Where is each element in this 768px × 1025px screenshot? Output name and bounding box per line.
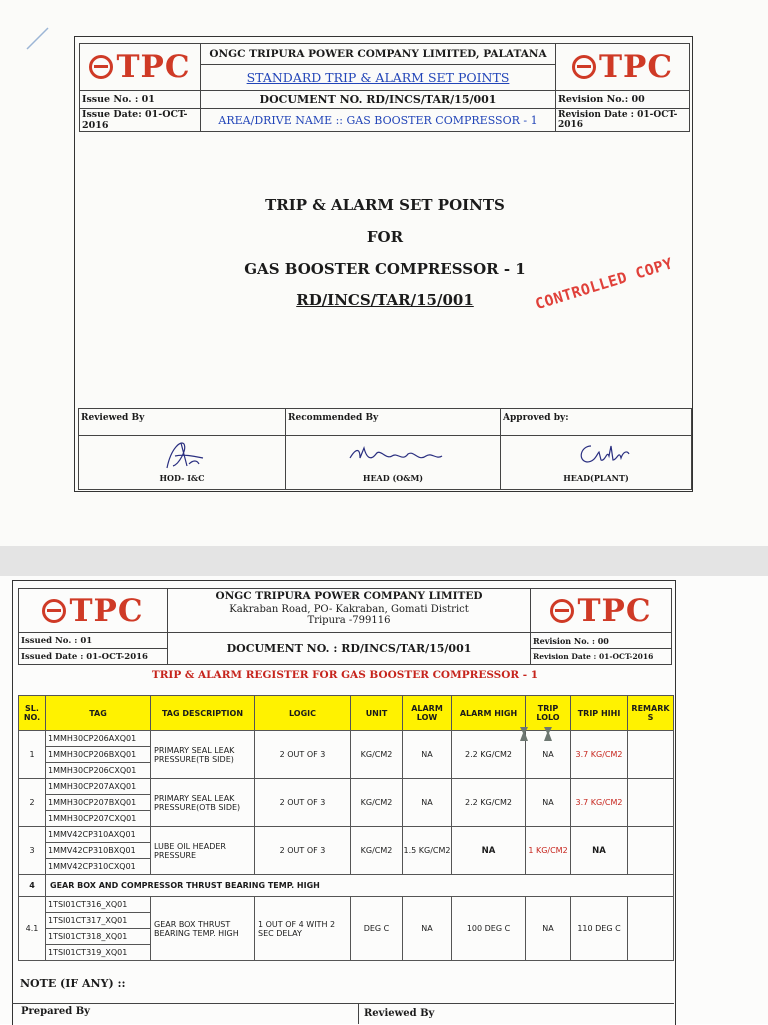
document-title: STANDARD TRIP & ALARM SET POINTS [201,65,556,91]
recommender-signature-cell [286,436,501,490]
otpc-logo-mark-icon [89,55,113,79]
col-header-sl: SL. NO. [19,696,46,731]
logic-cell: 1 OUT OF 4 WITH 2 SEC DELAY [255,897,351,961]
logic-cell: 2 OUT OF 3 [255,827,351,875]
revision-no: Revision No. : 00 [531,633,672,649]
alarm-high-cell: 100 DEG C [452,897,526,961]
col-header-tag: TAG [46,696,151,731]
title-line-2: FOR [366,228,404,246]
tag-cell: 1TSI01CT316_XQ01 [46,897,151,913]
issued-no: Issued No. : 01 [19,633,168,649]
trip-hihi-cell: NA [571,827,628,875]
revision-date: Revision Date : 01-OCT-2016 [531,649,672,665]
col-header-alarm-high: ALARM HIGH [452,696,526,731]
description-cell: GEAR BOX THRUST BEARING TEMP. HIGH [151,897,255,961]
logic-cell: 2 OUT OF 3 [255,779,351,827]
remarks-cell [628,731,674,779]
area-drive-name: AREA/DRIVE NAME :: GAS BOOSTER COMPRESSOR - 1 [201,109,556,132]
tag-cell: 1MMH30CP207CXQ01 [46,811,151,827]
recommender-role: HEAD (O&M) [362,473,424,483]
alarm-low-cell: NA [403,731,452,779]
reviewed-by-label: Reviewed By [364,1008,435,1019]
title-line-3: GAS BOOSTER COMPRESSOR - 1 [244,260,526,278]
section-row [19,875,674,897]
trip-lolo-cell: NA [526,897,571,961]
col-header-logic: LOGIC [255,696,351,731]
company-name: ONGC TRIPURA POWER COMPANY LIMITED [215,590,483,602]
reviewer-role: HOD- I&C [159,473,205,483]
issue-date: Issue Date: 01-OCT-2016 [80,109,201,132]
address-line-2: Tripura -799116 [307,615,391,626]
unit-cell: KG/CM2 [351,827,403,875]
signature-block [78,408,692,490]
col-header-description: TAG DESCRIPTION [151,696,255,731]
alarm-low-cell: 1.5 KG/CM2 [403,827,452,875]
controlled-copy-stamp: CONTROLLED COPY [533,254,675,314]
sl-cell: 4.1 [19,897,46,961]
tag-cell: 1MMH30CP206CXQ01 [46,763,151,779]
tag-cell: 1MMV42CP310CXQ01 [46,859,151,875]
otpc-logo: TPC [556,49,689,85]
otpc-logo: TPC [531,593,671,629]
approver-signature [573,438,633,470]
recommended-by-label: Recommended By [286,409,501,436]
col-header-remarks: REMARK S [628,696,674,731]
description-cell: LUBE OIL HEADER PRESSURE [151,827,255,875]
reviewed-by-label: Reviewed By [79,409,286,436]
sl-cell: 3 [19,827,46,875]
approver-role: HEAD(PLANT) [563,473,629,483]
staple-mark [518,725,558,747]
issued-date: Issued Date : 01-OCT-2016 [19,649,168,665]
footer-divider [12,1003,674,1004]
trip-hihi-cell: 3.7 KG/CM2 [571,779,628,827]
company-name: ONGC TRIPURA POWER COMPANY LIMITED, PALATANA [201,44,556,65]
section-title: GEAR BOX AND COMPRESSOR THRUST BEARING TEMP. HIGH [46,875,674,897]
table-row [19,779,674,795]
tag-cell: 1TSI01CT319_XQ01 [46,945,151,961]
left-logo-cell [80,44,201,91]
otpc-logo: TPC [19,593,167,629]
remarks-cell [628,897,674,961]
alarm-low-cell: NA [403,897,452,961]
otpc-logo-mark-icon [550,599,574,623]
register-header-row [19,696,674,731]
reviewer-signature [159,438,209,472]
logic-cell: 2 OUT OF 3 [255,731,351,779]
tag-cell: 1MMH30CP206AXQ01 [46,731,151,747]
remarks-cell [628,779,674,827]
reviewer-signature-cell [79,436,286,490]
table-row [19,731,674,747]
description-cell: PRIMARY SEAL LEAK PRESSURE(TB SIDE) [151,731,255,779]
register-page [0,576,768,1024]
address-line-1: Kakraban Road, PO- Kakraban, Gomati District [229,604,469,615]
recommender-signature [346,442,446,468]
otpc-logo-mark-icon [572,55,596,79]
tag-cell: 1MMH30CP207BXQ01 [46,795,151,811]
col-header-trip-lolo: TRIP LOLO [526,696,571,731]
left-logo-cell [19,589,168,633]
tag-cell: 1TSI01CT317_XQ01 [46,913,151,929]
tag-cell: 1MMH30CP207AXQ01 [46,779,151,795]
approver-signature-cell [501,436,692,490]
document-no: DOCUMENT NO. RD/INCS/TAR/15/001 [201,91,556,109]
approved-by-label: Approved by: [501,409,692,436]
document-no: DOCUMENT NO. : RD/INCS/TAR/15/001 [168,633,531,665]
issue-no: Issue No. : 01 [80,91,201,109]
right-logo-cell [556,44,690,91]
company-address-cell [168,589,531,633]
tag-cell: 1MMV42CP310AXQ01 [46,827,151,843]
trip-hihi-cell: 3.7 KG/CM2 [571,731,628,779]
title-line-4: RD/INCS/TAR/15/001 [296,291,474,309]
alarm-low-cell: NA [403,779,452,827]
register-title: TRIP & ALARM REGISTER FOR GAS BOOSTER COMPRESSOR - 1 [151,669,539,681]
pencil-mark [24,24,52,52]
tag-cell: 1MMV42CP310BXQ01 [46,843,151,859]
table-row [19,897,674,913]
right-logo-cell [531,589,672,633]
sl-cell: 2 [19,779,46,827]
revision-no: Revision No.: 00 [556,91,690,109]
register-header [18,588,672,665]
tag-cell: 1MMH30CP206BXQ01 [46,747,151,763]
sl-cell: 4 [19,875,46,897]
sl-cell: 1 [19,731,46,779]
col-header-trip-hihi: TRIP HIHI [571,696,628,731]
trip-hihi-cell: 110 DEG C [571,897,628,961]
table-row [19,827,674,843]
alarm-high-cell: 2.2 KG/CM2 [452,731,526,779]
alarm-high-cell: NA [452,827,526,875]
otpc-logo: TPC [80,49,200,85]
trip-lolo-cell: NA [526,779,571,827]
remarks-cell [628,827,674,875]
col-header-unit: UNIT [351,696,403,731]
alarm-high-cell: 2.2 KG/CM2 [452,779,526,827]
trip-lolo-cell: 1 KG/CM2 [526,827,571,875]
revision-date: Revision Date : 01-OCT-2016 [556,109,690,132]
description-cell: PRIMARY SEAL LEAK PRESSURE(OTB SIDE) [151,779,255,827]
note-label: NOTE (IF ANY) :: [20,977,126,990]
otpc-logo-mark-icon [42,599,66,623]
title-line-1: TRIP & ALARM SET POINTS [265,196,505,214]
footer-column-divider [358,1003,359,1024]
col-header-alarm-low: ALARM LOW [403,696,452,731]
unit-cell: KG/CM2 [351,779,403,827]
page-gap [0,546,768,576]
cover-header [79,43,690,132]
register-table [18,695,674,961]
unit-cell: DEG C [351,897,403,961]
trip-lolo-cell: NA [526,731,571,779]
prepared-by-label: Prepared By [21,1006,90,1017]
tag-cell: 1TSI01CT318_XQ01 [46,929,151,945]
unit-cell: KG/CM2 [351,731,403,779]
